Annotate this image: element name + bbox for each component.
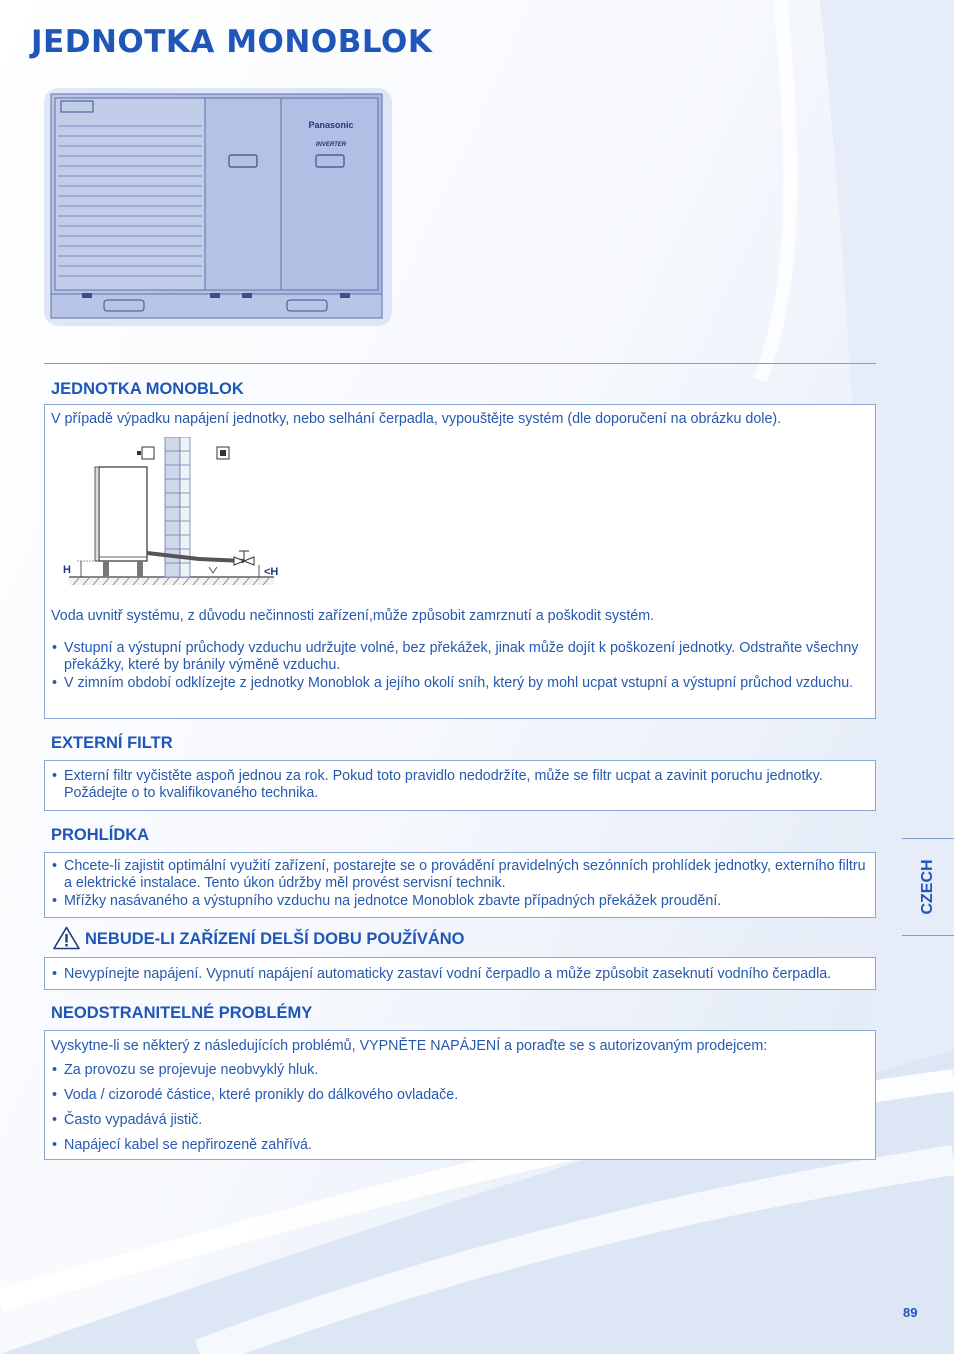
- list-item: • Chcete-li zajistit optimální využití zařízení, postarejte se o provádění pravidelných sezónních prohlídek jednotky, externího filtru a elektrické instalace. Tento úkon údržby měl provést servisní technik.: [52, 858, 866, 891]
- problems-box: [44, 1030, 876, 1160]
- drain-installation-diagram: [59, 437, 289, 587]
- warning-triangle-icon: [53, 926, 80, 950]
- height-label-less-than-h: <H: [264, 566, 279, 578]
- unused-box: [44, 957, 876, 990]
- list-item: • V zimním období odklízejte z jednotky Monoblok a jejího okolí sníh, který by mohl ucpat vstupní a výstupní průchod vzduchu.: [52, 675, 854, 691]
- monoblok-box: [44, 404, 876, 719]
- list-item: • Mřížky nasávaného a výstupního vzduchu na jednotce Monoblok zbavte případných překážek proudění.: [52, 893, 722, 909]
- monoblok-unit-illustration: [44, 88, 392, 326]
- section-heading-unused: NEBUDE-LI ZAŘÍZENÍ DELŠÍ DOBU POUŽÍVÁNO: [85, 930, 465, 948]
- list-item: • Nevypínejte napájení. Vypnutí napájení automaticky zastaví vodní čerpadlo a může způsobit zaseknutí vodního čerpadla.: [52, 966, 832, 982]
- section-heading-filter: EXTERNÍ FILTR: [51, 734, 173, 752]
- inverter-logo-text: INVERTER: [315, 142, 347, 148]
- page-title: JEDNOTKA MONOBLOK: [31, 24, 433, 60]
- language-tab-label: CZECH: [919, 859, 936, 915]
- list-item: • Vstupní a výstupní průchody vzduchu udržujte volné, bez překážek, jinak může dojít k poškození jednotky. Odstraňte všechny překážky, které by bránily výměně vzduchu.: [52, 640, 859, 673]
- list-item: • Za provozu se projevuje neobvyklý hluk.: [52, 1062, 319, 1078]
- list-item: • Napájecí kabel se nepřirozeně zahřívá.: [52, 1137, 312, 1153]
- section-heading-monoblok: JEDNOTKA MONOBLOK: [51, 380, 244, 398]
- brand-logo-text: Panasonic: [308, 120, 354, 130]
- inspection-box: [44, 852, 876, 918]
- list-item: • Voda / cizorodé částice, které pronikly do dálkového ovladače.: [52, 1087, 459, 1103]
- page-number: 89: [903, 1305, 918, 1320]
- height-label-h: H: [63, 564, 71, 576]
- section-heading-inspection: PROHLÍDKA: [51, 826, 150, 844]
- language-tab: [902, 838, 954, 936]
- problems-intro: Vyskytne-li se některý z následujících problémů, VYPNĚTE NAPÁJENÍ a poraďte se s autorizovaným prodejcem:: [51, 1038, 768, 1054]
- monoblok-intro: V případě výpadku napájení jednotky, nebo selhání čerpadla, vypouštějte systém (dle doporučení na obrázku dole).: [51, 411, 782, 427]
- filter-box: [44, 760, 876, 811]
- section-divider: [44, 363, 876, 364]
- monoblok-note: Voda uvnitř systému, z důvodu nečinnosti zařízení,může způsobit zamrznutí a poškodit systém.: [51, 608, 655, 624]
- section-heading-problems: NEODSTRANITELNÉ PROBLÉMY: [51, 1004, 313, 1022]
- list-item: • Často vypadává jistič.: [52, 1112, 203, 1128]
- list-item: • Externí filtr vyčistěte aspoň jednou za rok. Pokud toto pravidlo nedodržíte, může se filtr ucpat a zavinit poruchu jednotky. Požádejte o to kvalifikovaného technika.: [52, 768, 823, 801]
